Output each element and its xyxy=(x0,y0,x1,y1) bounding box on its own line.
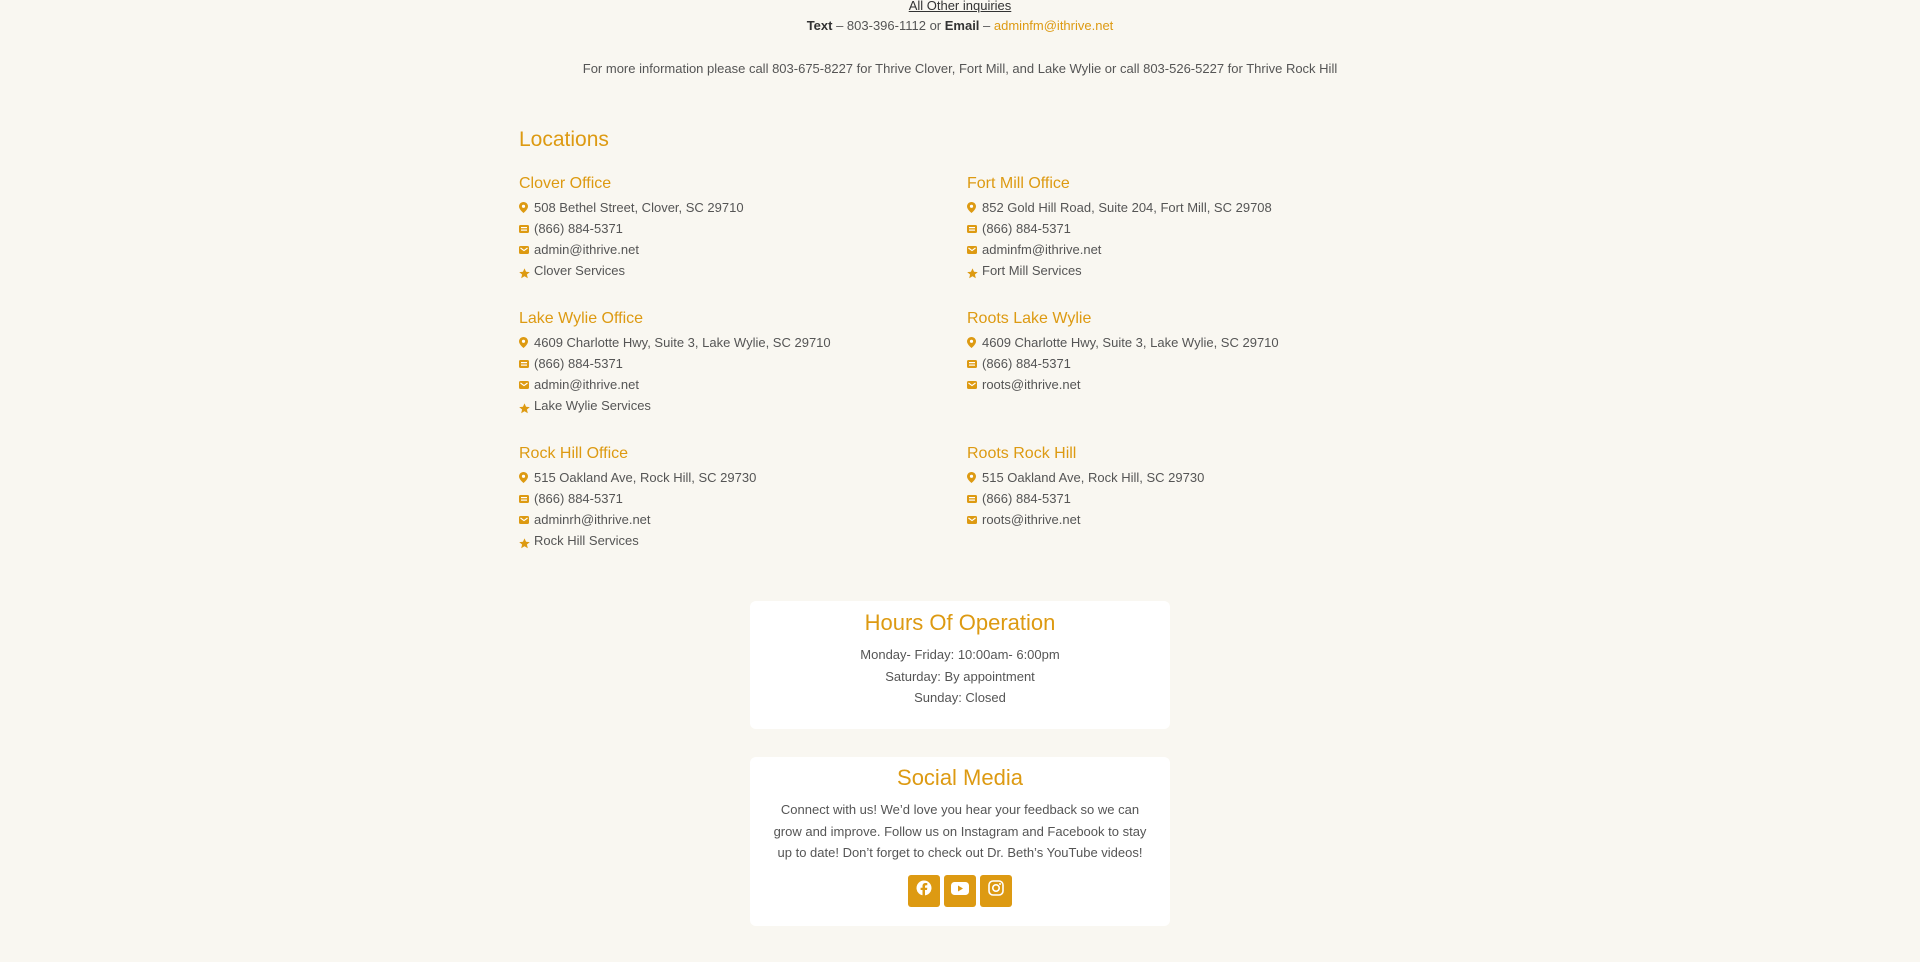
text-label: Text xyxy=(806,18,833,33)
address-text: 515 Oakland Ave, Rock Hill, SC 29730 xyxy=(534,470,757,485)
services-link[interactable]: Fort Mill Services xyxy=(982,263,1082,278)
map-pin-icon xyxy=(967,472,982,483)
social-title: Social Media xyxy=(897,765,1023,790)
inquiries-title: All Other inquiries xyxy=(908,0,1012,13)
office-name: Lake Wylie Office xyxy=(519,310,644,327)
inquiries-email-link[interactable]: adminfm@ithrive.net xyxy=(993,18,1114,33)
email-text[interactable]: admin@ithrive.net xyxy=(534,377,639,392)
inquiries-line xyxy=(0,18,1920,33)
office-address xyxy=(519,197,959,218)
office-roots-lake-wylie xyxy=(967,309,1407,395)
envelope-icon xyxy=(519,245,534,255)
locations-title: Locations xyxy=(519,128,609,151)
office-address xyxy=(519,467,959,488)
office-clover xyxy=(519,174,959,281)
office-phone xyxy=(519,218,959,239)
office-lake-wylie xyxy=(519,309,959,416)
hours-title: Hours Of Operation xyxy=(864,610,1056,635)
star-icon xyxy=(519,262,534,279)
services-link[interactable]: Lake Wylie Services xyxy=(534,398,651,413)
youtube-icon xyxy=(951,882,969,900)
address-text: 508 Bethel Street, Clover, SC 29710 xyxy=(534,200,744,215)
map-pin-icon xyxy=(519,472,534,483)
star-icon xyxy=(519,397,534,414)
text-number: – 803-396-1112 or xyxy=(832,18,945,33)
address-text: 515 Oakland Ave, Rock Hill, SC 29730 xyxy=(982,470,1205,485)
phone-text[interactable]: (866) 884-5371 xyxy=(982,491,1071,506)
email-label: Email xyxy=(944,18,980,33)
facebook-button[interactable] xyxy=(908,875,940,907)
office-email xyxy=(967,239,1407,260)
office-name: Roots Lake Wylie xyxy=(967,310,1092,327)
office-email xyxy=(967,509,1407,530)
phone-text[interactable]: (866) 884-5371 xyxy=(534,356,623,371)
services-link[interactable]: Rock Hill Services xyxy=(534,533,639,548)
office-name: Fort Mill Office xyxy=(967,175,1070,192)
instagram-button[interactable] xyxy=(980,875,1012,907)
social-text: Connect with us! We’d love you hear your feedback so we can grow and improve. Follow us on Instagram and Facebook to stay up to date! Don’t forget to check out Dr. Beth’s YouTube videos! xyxy=(773,802,1147,860)
hours-card xyxy=(750,601,1170,729)
phone-icon xyxy=(967,494,982,504)
email-text[interactable]: roots@ithrive.net xyxy=(982,512,1081,527)
map-pin-icon xyxy=(967,337,982,348)
office-address xyxy=(519,332,959,353)
phone-text[interactable]: (866) 884-5371 xyxy=(534,221,623,236)
office-services xyxy=(519,260,959,281)
envelope-icon xyxy=(519,380,534,390)
address-text: 4609 Charlotte Hwy, Suite 3, Lake Wylie, SC 29710 xyxy=(982,335,1279,350)
office-name: Roots Rock Hill xyxy=(967,445,1077,462)
star-icon xyxy=(519,532,534,549)
address-text: 852 Gold Hill Road, Suite 204, Fort Mill, SC 29708 xyxy=(982,200,1272,215)
address-text: 4609 Charlotte Hwy, Suite 3, Lake Wylie, SC 29710 xyxy=(534,335,831,350)
hours-saturday: Saturday: By appointment xyxy=(885,668,1035,684)
office-email xyxy=(519,374,959,395)
office-rock-hill xyxy=(519,444,959,551)
phone-text[interactable]: (866) 884-5371 xyxy=(534,491,623,506)
phone-icon xyxy=(519,224,534,234)
office-name: Clover Office xyxy=(519,175,612,192)
services-link[interactable]: Clover Services xyxy=(534,263,626,278)
youtube-button[interactable] xyxy=(944,875,976,907)
office-services xyxy=(519,530,959,551)
office-roots-rock-hill xyxy=(967,444,1407,530)
phone-icon xyxy=(967,359,982,369)
email-separator: – xyxy=(979,18,994,33)
envelope-icon xyxy=(967,515,982,525)
email-text[interactable]: adminfm@ithrive.net xyxy=(982,242,1102,257)
phone-text[interactable]: (866) 884-5371 xyxy=(982,356,1071,371)
instagram-icon xyxy=(988,880,1004,901)
hours-weekday: Monday- Friday: 10:00am- 6:00pm xyxy=(860,647,1060,662)
map-pin-icon xyxy=(519,202,534,213)
office-email xyxy=(519,239,959,260)
envelope-icon xyxy=(519,515,534,525)
map-pin-icon xyxy=(519,337,534,348)
phone-icon xyxy=(967,224,982,234)
office-address xyxy=(967,467,1407,488)
map-pin-icon xyxy=(967,202,982,213)
more-info-text: For more information please call 803-675-8227 for Thrive Clover, Fort Mill, and Lake Wylie or call 803-526-5227 for Thrive Rock Hill xyxy=(582,61,1338,76)
office-phone xyxy=(967,488,1407,509)
phone-text[interactable]: (866) 884-5371 xyxy=(982,221,1071,236)
social-icons xyxy=(750,875,1170,907)
envelope-icon xyxy=(967,245,982,255)
phone-icon xyxy=(519,494,534,504)
facebook-icon xyxy=(916,880,932,901)
phone-icon xyxy=(519,359,534,369)
office-phone xyxy=(967,353,1407,374)
star-icon xyxy=(967,262,982,279)
office-phone xyxy=(967,218,1407,239)
office-address xyxy=(967,332,1407,353)
office-phone xyxy=(519,488,959,509)
email-text[interactable]: roots@ithrive.net xyxy=(982,377,1081,392)
hours-sunday: Sunday: Closed xyxy=(914,690,1006,705)
office-email xyxy=(967,374,1407,395)
office-address xyxy=(967,197,1407,218)
office-email xyxy=(519,509,959,530)
envelope-icon xyxy=(967,380,982,390)
email-text[interactable]: admin@ithrive.net xyxy=(534,242,639,257)
office-phone xyxy=(519,353,959,374)
office-services xyxy=(519,395,959,416)
social-card xyxy=(750,757,1170,926)
office-fort-mill xyxy=(967,174,1407,281)
email-text[interactable]: adminrh@ithrive.net xyxy=(534,512,651,527)
office-services xyxy=(967,260,1407,281)
office-name: Rock Hill Office xyxy=(519,445,629,462)
